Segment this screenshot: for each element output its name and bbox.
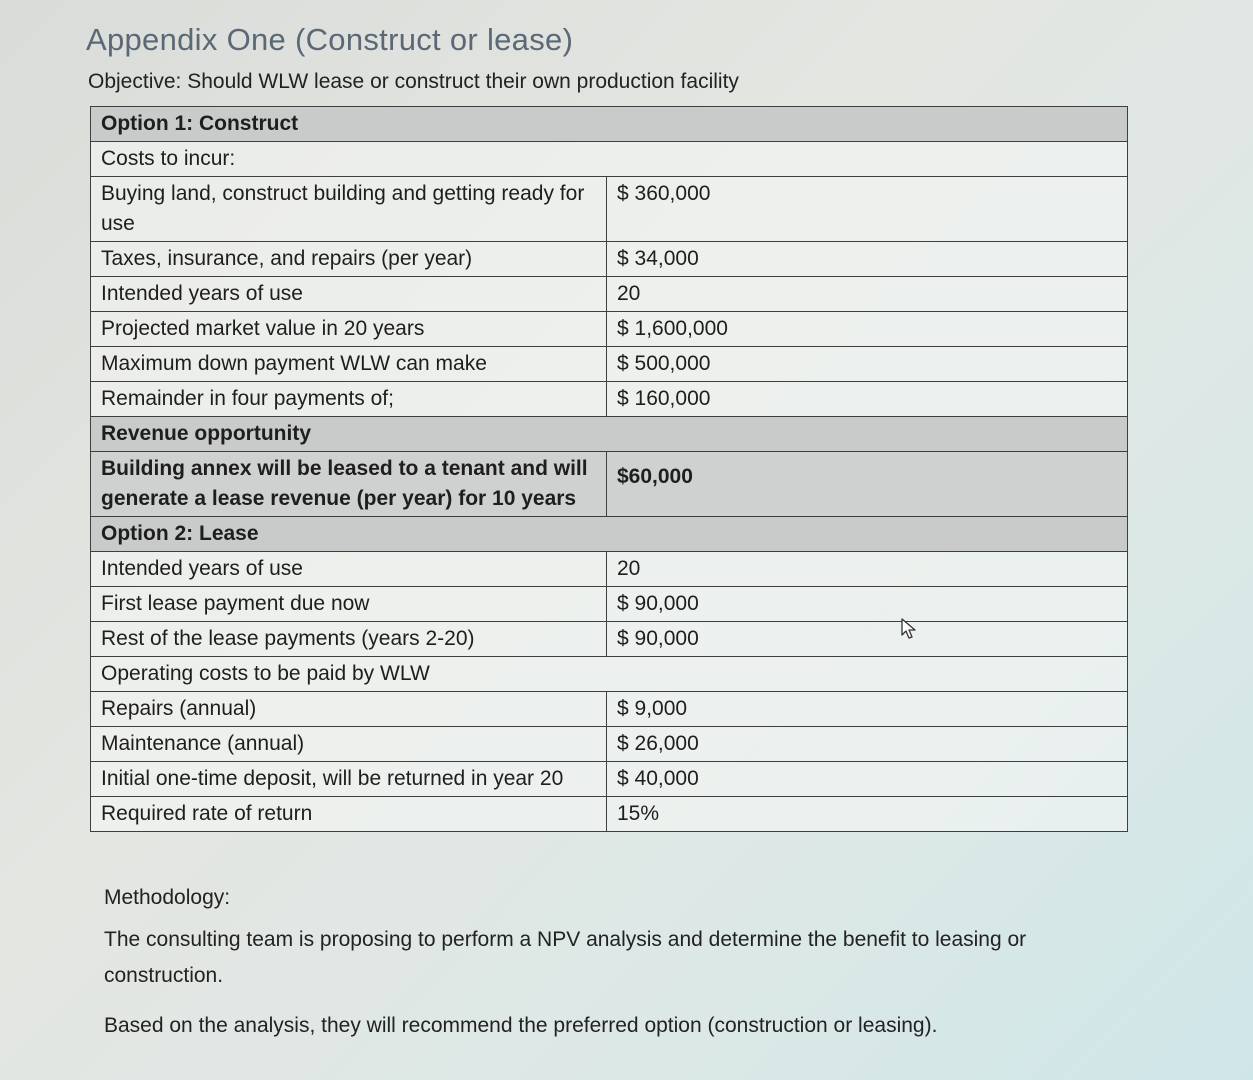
table-row <box>91 452 1128 517</box>
option2-heading: Option 2: Lease <box>91 517 1128 552</box>
row-value: $ 9,000 <box>607 692 1128 727</box>
row-value: 15% <box>607 797 1128 832</box>
methodology-paragraph: Based on the analysis, they will recommend the preferred option (construction or leasing). <box>104 1014 938 1037</box>
row-value: $ 34,000 <box>607 242 1128 277</box>
row-label: Intended years of use <box>91 552 607 587</box>
table-row <box>91 277 1128 312</box>
revenue-value: $60,000 <box>607 452 1128 517</box>
row-value: $ 160,000 <box>607 382 1128 417</box>
table-row <box>91 727 1128 762</box>
operating-costs-heading: Operating costs to be paid by WLW <box>91 657 1128 692</box>
revenue-label: Building annex will be leased to a tenant and will generate a lease revenue (per year) for 10 years <box>91 452 607 517</box>
row-value: 20 <box>607 552 1128 587</box>
table-row <box>91 622 1128 657</box>
table-row <box>91 347 1128 382</box>
objective-text: Objective: Should WLW lease or construct their own production facility <box>88 70 739 93</box>
revenue-heading: Revenue opportunity <box>91 417 1128 452</box>
row-label: Projected market value in 20 years <box>91 312 607 347</box>
table-row <box>91 312 1128 347</box>
row-label: Required rate of return <box>91 797 607 832</box>
costs-to-incur-label: Costs to incur: <box>91 142 1128 177</box>
option1-heading: Option 1: Construct <box>91 107 1128 142</box>
row-label: Remainder in four payments of; <box>91 382 607 417</box>
row-label: Intended years of use <box>91 277 607 312</box>
table-row <box>91 417 1128 452</box>
table-row <box>91 657 1128 692</box>
methodology-paragraph: The consulting team is proposing to perform a NPV analysis and determine the benefit to leasing or construction. <box>104 928 1027 987</box>
table-row <box>91 587 1128 622</box>
row-value: 20 <box>607 277 1128 312</box>
row-label: Rest of the lease payments (years 2-20) <box>91 622 607 657</box>
mouse-pointer-icon <box>900 618 918 640</box>
table-row <box>91 797 1128 832</box>
row-label: Buying land, construct building and getting ready for use <box>91 177 607 242</box>
row-value: $ 360,000 <box>607 177 1128 242</box>
row-label: Initial one-time deposit, will be returned in year 20 <box>91 762 607 797</box>
table-row <box>91 107 1128 142</box>
table-row <box>91 142 1128 177</box>
table-row <box>91 552 1128 587</box>
table-row <box>91 382 1128 417</box>
table-row <box>91 762 1128 797</box>
row-value: $ 26,000 <box>607 727 1128 762</box>
row-label: Maintenance (annual) <box>91 727 607 762</box>
methodology-section <box>104 880 1104 1058</box>
methodology-heading: Methodology: <box>104 886 231 909</box>
row-label: Repairs (annual) <box>91 692 607 727</box>
row-value: $ 40,000 <box>607 762 1128 797</box>
row-label: Taxes, insurance, and repairs (per year) <box>91 242 607 277</box>
row-value: $ 500,000 <box>607 347 1128 382</box>
page-title: Appendix One (Construct or lease) <box>86 22 574 57</box>
row-label: First lease payment due now <box>91 587 607 622</box>
row-value: $ 90,000 <box>607 622 1128 657</box>
row-value: $ 90,000 <box>607 587 1128 622</box>
row-value: $ 1,600,000 <box>607 312 1128 347</box>
table-row <box>91 242 1128 277</box>
table-row <box>91 692 1128 727</box>
table-row <box>91 517 1128 552</box>
comparison-table <box>90 106 1128 832</box>
row-label: Maximum down payment WLW can make <box>91 347 607 382</box>
table-row <box>91 177 1128 242</box>
